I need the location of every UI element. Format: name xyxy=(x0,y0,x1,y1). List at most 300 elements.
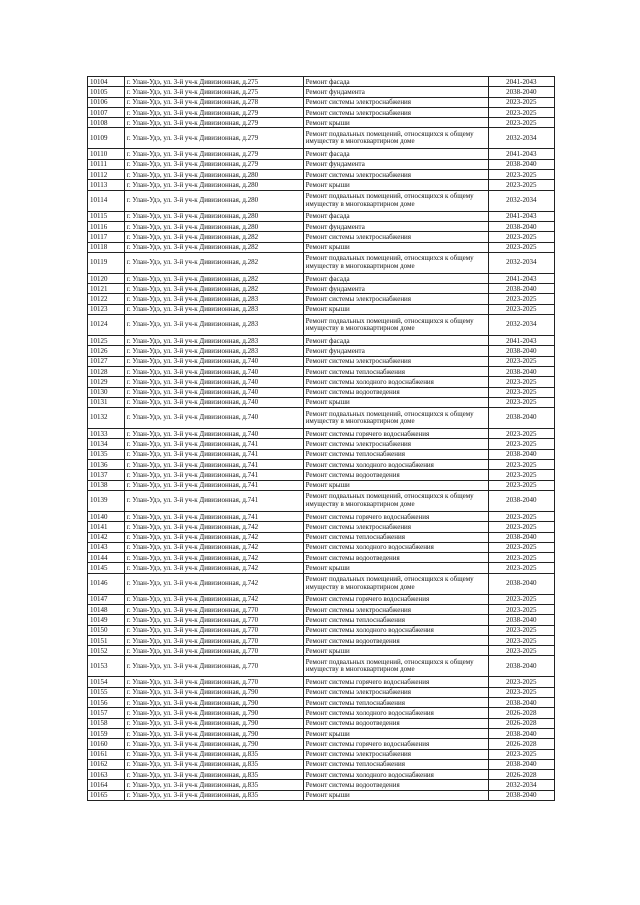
period-cell: 2038-2040 xyxy=(488,532,554,542)
row-number: 10139 xyxy=(88,490,125,511)
table-row xyxy=(88,387,555,397)
address-cell: г. Улан-Удэ, ул. 3-й уч-к Дивизионная, д.283 xyxy=(124,315,303,336)
period-cell: 2023-2025 xyxy=(488,522,554,532)
row-number: 10116 xyxy=(88,221,125,231)
work-type-cell: Ремонт системы электроснабжения xyxy=(303,749,488,759)
period-cell: 2023-2025 xyxy=(488,387,554,397)
address-cell: г. Улан-Удэ, ул. 3-й уч-к Дивизионная, д.740 xyxy=(124,408,303,429)
table-row xyxy=(88,87,555,97)
row-number: 10126 xyxy=(88,346,125,356)
work-type-cell: Ремонт фундамента xyxy=(303,87,488,97)
table-row xyxy=(88,304,555,314)
period-cell: 2023-2025 xyxy=(488,232,554,242)
table-row xyxy=(88,687,555,697)
row-number: 10107 xyxy=(88,107,125,117)
work-type-cell: Ремонт системы электроснабжения xyxy=(303,97,488,107)
table-row xyxy=(88,221,555,231)
row-number: 10131 xyxy=(88,397,125,407)
row-number: 10106 xyxy=(88,97,125,107)
table-row xyxy=(88,284,555,294)
row-number: 10115 xyxy=(88,211,125,221)
table-row xyxy=(88,159,555,169)
address-cell: г. Улан-Удэ, ул. 3-й уч-к Дивизионная, д.279 xyxy=(124,107,303,117)
address-cell: г. Улан-Удэ, ул. 3-й уч-к Дивизионная, д.275 xyxy=(124,77,303,87)
table-row xyxy=(88,356,555,366)
address-cell: г. Улан-Удэ, ул. 3-й уч-к Дивизионная, д.740 xyxy=(124,356,303,366)
address-cell: г. Улан-Удэ, ул. 3-й уч-к Дивизионная, д.282 xyxy=(124,284,303,294)
period-cell: 2038-2040 xyxy=(488,490,554,511)
address-cell: г. Улан-Удэ, ул. 3-й уч-к Дивизионная, д.280 xyxy=(124,190,303,211)
row-number: 10147 xyxy=(88,594,125,604)
period-cell: 2023-2025 xyxy=(488,511,554,521)
work-type-cell: Ремонт системы теплоснабжения xyxy=(303,366,488,376)
period-cell: 2023-2025 xyxy=(488,429,554,439)
row-number: 10130 xyxy=(88,387,125,397)
work-type-cell: Ремонт системы электроснабжения xyxy=(303,107,488,117)
work-type-cell: Ремонт системы электроснабжения xyxy=(303,356,488,366)
work-type-cell: Ремонт системы холодного водоснабжения xyxy=(303,377,488,387)
row-number: 10159 xyxy=(88,728,125,738)
row-number: 10142 xyxy=(88,532,125,542)
period-cell: 2023-2025 xyxy=(488,118,554,128)
address-cell: г. Улан-Удэ, ул. 3-й уч-к Дивизионная, д.835 xyxy=(124,749,303,759)
period-cell: 2032-2034 xyxy=(488,252,554,273)
work-type-cell: Ремонт системы водоотведения xyxy=(303,635,488,645)
work-type-cell: Ремонт крыши xyxy=(303,304,488,314)
period-cell: 2041-2043 xyxy=(488,273,554,283)
work-type-cell: Ремонт подвальных помещений, относящихся к общему имуществу в многоквартирном доме xyxy=(303,190,488,211)
work-type-cell: Ремонт системы водоотведения xyxy=(303,387,488,397)
work-type-cell: Ремонт подвальных помещений, относящихся к общему имуществу в многоквартирном доме xyxy=(303,573,488,594)
row-number: 10113 xyxy=(88,180,125,190)
row-number: 10155 xyxy=(88,687,125,697)
table-row xyxy=(88,77,555,87)
period-cell: 2032-2034 xyxy=(488,315,554,336)
work-type-cell: Ремонт системы горячего водоснабжения xyxy=(303,594,488,604)
address-cell: г. Улан-Удэ, ул. 3-й уч-к Дивизионная, д.283 xyxy=(124,336,303,346)
row-number: 10125 xyxy=(88,336,125,346)
address-cell: г. Улан-Удэ, ул. 3-й уч-к Дивизионная, д.275 xyxy=(124,87,303,97)
row-number: 10165 xyxy=(88,790,125,800)
address-cell: г. Улан-Удэ, ул. 3-й уч-к Дивизионная, д.790 xyxy=(124,718,303,728)
period-cell: 2038-2040 xyxy=(488,573,554,594)
address-cell: г. Улан-Удэ, ул. 3-й уч-к Дивизионная, д.770 xyxy=(124,625,303,635)
period-cell: 2026-2028 xyxy=(488,718,554,728)
table-row xyxy=(88,656,555,677)
table-row xyxy=(88,470,555,480)
address-cell: г. Улан-Удэ, ул. 3-й уч-к Дивизионная, д.790 xyxy=(124,739,303,749)
table-row xyxy=(88,273,555,283)
work-type-cell: Ремонт крыши xyxy=(303,397,488,407)
work-type-cell: Ремонт подвальных помещений, относящихся к общему имуществу в многоквартирном доме xyxy=(303,315,488,336)
row-number: 10128 xyxy=(88,366,125,376)
table-row xyxy=(88,511,555,521)
work-type-cell: Ремонт системы теплоснабжения xyxy=(303,615,488,625)
work-type-cell: Ремонт системы холодного водоснабжения xyxy=(303,708,488,718)
work-type-cell: Ремонт системы горячего водоснабжения xyxy=(303,677,488,687)
row-number: 10124 xyxy=(88,315,125,336)
table-row xyxy=(88,97,555,107)
table-row xyxy=(88,180,555,190)
period-cell: 2026-2028 xyxy=(488,708,554,718)
row-number: 10127 xyxy=(88,356,125,366)
table-row xyxy=(88,635,555,645)
period-cell: 2023-2025 xyxy=(488,677,554,687)
period-cell: 2026-2028 xyxy=(488,739,554,749)
address-cell: г. Улан-Удэ, ул. 3-й уч-к Дивизионная, д.283 xyxy=(124,304,303,314)
table-row xyxy=(88,377,555,387)
period-cell: 2032-2034 xyxy=(488,190,554,211)
period-cell: 2032-2034 xyxy=(488,780,554,790)
address-cell: г. Улан-Удэ, ул. 3-й уч-к Дивизионная, д.282 xyxy=(124,242,303,252)
period-cell: 2023-2025 xyxy=(488,625,554,635)
row-number: 10148 xyxy=(88,604,125,614)
address-cell: г. Улан-Удэ, ул. 3-й уч-к Дивизионная, д.280 xyxy=(124,211,303,221)
work-type-cell: Ремонт системы электроснабжения xyxy=(303,232,488,242)
row-number: 10143 xyxy=(88,542,125,552)
table-row xyxy=(88,604,555,614)
table-row xyxy=(88,211,555,221)
period-cell: 2023-2025 xyxy=(488,594,554,604)
table-body xyxy=(88,77,555,801)
address-cell: г. Улан-Удэ, ул. 3-й уч-к Дивизионная, д.835 xyxy=(124,780,303,790)
period-cell: 2023-2025 xyxy=(488,356,554,366)
address-cell: г. Улан-Удэ, ул. 3-й уч-к Дивизионная, д.790 xyxy=(124,698,303,708)
address-cell: г. Улан-Удэ, ул. 3-й уч-к Дивизионная, д.280 xyxy=(124,221,303,231)
row-number: 10112 xyxy=(88,170,125,180)
work-type-cell: Ремонт фасада xyxy=(303,149,488,159)
row-number: 10119 xyxy=(88,252,125,273)
address-cell: г. Улан-Удэ, ул. 3-й уч-к Дивизионная, д.283 xyxy=(124,294,303,304)
period-cell: 2038-2040 xyxy=(488,615,554,625)
row-number: 10137 xyxy=(88,470,125,480)
period-cell: 2038-2040 xyxy=(488,87,554,97)
work-type-cell: Ремонт системы электроснабжения xyxy=(303,170,488,180)
work-type-cell: Ремонт подвальных помещений, относящихся к общему имуществу в многоквартирном доме xyxy=(303,656,488,677)
work-type-cell: Ремонт фасада xyxy=(303,336,488,346)
row-number: 10110 xyxy=(88,149,125,159)
period-cell: 2023-2025 xyxy=(488,439,554,449)
work-type-cell: Ремонт системы теплоснабжения xyxy=(303,449,488,459)
row-number: 10154 xyxy=(88,677,125,687)
table-row xyxy=(88,315,555,336)
work-type-cell: Ремонт системы водоотведения xyxy=(303,780,488,790)
row-number: 10156 xyxy=(88,698,125,708)
row-number: 10150 xyxy=(88,625,125,635)
table-row xyxy=(88,480,555,490)
work-type-cell: Ремонт крыши xyxy=(303,646,488,656)
address-cell: г. Улан-Удэ, ул. 3-й уч-к Дивизионная, д.740 xyxy=(124,377,303,387)
row-number: 10136 xyxy=(88,460,125,470)
table-row xyxy=(88,232,555,242)
row-number: 10162 xyxy=(88,759,125,769)
period-cell: 2023-2025 xyxy=(488,480,554,490)
table-row xyxy=(88,553,555,563)
repair-schedule-table xyxy=(87,76,555,801)
table-row xyxy=(88,532,555,542)
row-number: 10135 xyxy=(88,449,125,459)
period-cell: 2038-2040 xyxy=(488,759,554,769)
row-number: 10109 xyxy=(88,128,125,149)
row-number: 10132 xyxy=(88,408,125,429)
table-row xyxy=(88,460,555,470)
period-cell: 2038-2040 xyxy=(488,728,554,738)
work-type-cell: Ремонт фундамента xyxy=(303,159,488,169)
address-cell: г. Улан-Удэ, ул. 3-й уч-к Дивизионная, д.835 xyxy=(124,770,303,780)
address-cell: г. Улан-Удэ, ул. 3-й уч-к Дивизионная, д.742 xyxy=(124,594,303,604)
table-row xyxy=(88,780,555,790)
work-type-cell: Ремонт системы электроснабжения xyxy=(303,604,488,614)
address-cell: г. Улан-Удэ, ул. 3-й уч-к Дивизионная, д.741 xyxy=(124,460,303,470)
row-number: 10158 xyxy=(88,718,125,728)
address-cell: г. Улан-Удэ, ул. 3-й уч-к Дивизионная, д.741 xyxy=(124,490,303,511)
row-number: 10164 xyxy=(88,780,125,790)
period-cell: 2041-2043 xyxy=(488,211,554,221)
row-number: 10149 xyxy=(88,615,125,625)
period-cell: 2023-2025 xyxy=(488,180,554,190)
table-row xyxy=(88,563,555,573)
work-type-cell: Ремонт системы холодного водоснабжения xyxy=(303,460,488,470)
period-cell: 2023-2025 xyxy=(488,242,554,252)
work-type-cell: Ремонт крыши xyxy=(303,790,488,800)
period-cell: 2023-2025 xyxy=(488,687,554,697)
address-cell: г. Улан-Удэ, ул. 3-й уч-к Дивизионная, д.279 xyxy=(124,159,303,169)
period-cell: 2023-2025 xyxy=(488,646,554,656)
work-type-cell: Ремонт подвальных помещений, относящихся к общему имуществу в многоквартирном доме xyxy=(303,252,488,273)
address-cell: г. Улан-Удэ, ул. 3-й уч-к Дивизионная, д.742 xyxy=(124,553,303,563)
table-row xyxy=(88,408,555,429)
address-cell: г. Улан-Удэ, ул. 3-й уч-к Дивизионная, д.742 xyxy=(124,532,303,542)
address-cell: г. Улан-Удэ, ул. 3-й уч-к Дивизионная, д.282 xyxy=(124,273,303,283)
table-row xyxy=(88,594,555,604)
table-row xyxy=(88,770,555,780)
work-type-cell: Ремонт системы электроснабжения xyxy=(303,687,488,697)
work-type-cell: Ремонт крыши xyxy=(303,563,488,573)
address-cell: г. Улан-Удэ, ул. 3-й уч-к Дивизионная, д.283 xyxy=(124,346,303,356)
period-cell: 2038-2040 xyxy=(488,408,554,429)
table-row xyxy=(88,708,555,718)
period-cell: 2038-2040 xyxy=(488,159,554,169)
address-cell: г. Улан-Удэ, ул. 3-й уч-к Дивизионная, д.740 xyxy=(124,397,303,407)
address-cell: г. Улан-Удэ, ул. 3-й уч-к Дивизионная, д.741 xyxy=(124,470,303,480)
work-type-cell: Ремонт системы водоотведения xyxy=(303,470,488,480)
row-number: 10105 xyxy=(88,87,125,97)
table-row xyxy=(88,346,555,356)
address-cell: г. Улан-Удэ, ул. 3-й уч-к Дивизионная, д.278 xyxy=(124,97,303,107)
work-type-cell: Ремонт системы горячего водоснабжения xyxy=(303,429,488,439)
period-cell: 2023-2025 xyxy=(488,377,554,387)
row-number: 10120 xyxy=(88,273,125,283)
table-row xyxy=(88,107,555,117)
period-cell: 2023-2025 xyxy=(488,304,554,314)
work-type-cell: Ремонт системы холодного водоснабжения xyxy=(303,770,488,780)
address-cell: г. Улан-Удэ, ул. 3-й уч-к Дивизионная, д.742 xyxy=(124,522,303,532)
period-cell: 2038-2040 xyxy=(488,656,554,677)
period-cell: 2023-2025 xyxy=(488,294,554,304)
period-cell: 2038-2040 xyxy=(488,790,554,800)
table-row xyxy=(88,429,555,439)
table-row xyxy=(88,749,555,759)
period-cell: 2026-2028 xyxy=(488,770,554,780)
address-cell: г. Улан-Удэ, ул. 3-й уч-к Дивизионная, д.835 xyxy=(124,759,303,769)
address-cell: г. Улан-Удэ, ул. 3-й уч-к Дивизионная, д.741 xyxy=(124,439,303,449)
address-cell: г. Улан-Удэ, ул. 3-й уч-к Дивизионная, д.280 xyxy=(124,180,303,190)
address-cell: г. Улан-Удэ, ул. 3-й уч-к Дивизионная, д.279 xyxy=(124,118,303,128)
address-cell: г. Улан-Удэ, ул. 3-й уч-к Дивизионная, д.740 xyxy=(124,387,303,397)
table-row xyxy=(88,542,555,552)
period-cell: 2023-2025 xyxy=(488,97,554,107)
address-cell: г. Улан-Удэ, ул. 3-й уч-к Дивизионная, д.740 xyxy=(124,429,303,439)
table-row xyxy=(88,615,555,625)
work-type-cell: Ремонт фасада xyxy=(303,77,488,87)
address-cell: г. Улан-Удэ, ул. 3-й уч-к Дивизионная, д.790 xyxy=(124,708,303,718)
table-row xyxy=(88,718,555,728)
work-type-cell: Ремонт крыши xyxy=(303,118,488,128)
address-cell: г. Улан-Удэ, ул. 3-й уч-к Дивизионная, д.740 xyxy=(124,366,303,376)
row-number: 10138 xyxy=(88,480,125,490)
table-row xyxy=(88,646,555,656)
work-type-cell: Ремонт системы водоотведения xyxy=(303,553,488,563)
work-type-cell: Ремонт фундамента xyxy=(303,221,488,231)
address-cell: г. Улан-Удэ, ул. 3-й уч-к Дивизионная, д.835 xyxy=(124,790,303,800)
period-cell: 2023-2025 xyxy=(488,635,554,645)
table-row xyxy=(88,759,555,769)
work-type-cell: Ремонт фундамента xyxy=(303,346,488,356)
period-cell: 2041-2043 xyxy=(488,77,554,87)
period-cell: 2023-2025 xyxy=(488,107,554,117)
address-cell: г. Улан-Удэ, ул. 3-й уч-к Дивизионная, д.279 xyxy=(124,128,303,149)
row-number: 10152 xyxy=(88,646,125,656)
address-cell: г. Улан-Удэ, ул. 3-й уч-к Дивизионная, д.282 xyxy=(124,232,303,242)
table-row xyxy=(88,128,555,149)
table-row xyxy=(88,625,555,635)
table-row xyxy=(88,397,555,407)
period-cell: 2041-2043 xyxy=(488,336,554,346)
table-row xyxy=(88,439,555,449)
work-type-cell: Ремонт подвальных помещений, относящихся к общему имуществу в многоквартирном доме xyxy=(303,128,488,149)
table-row xyxy=(88,118,555,128)
period-cell: 2023-2025 xyxy=(488,170,554,180)
period-cell: 2023-2025 xyxy=(488,604,554,614)
row-number: 10121 xyxy=(88,284,125,294)
work-type-cell: Ремонт крыши xyxy=(303,480,488,490)
work-type-cell: Ремонт системы электроснабжения xyxy=(303,439,488,449)
work-type-cell: Ремонт системы холодного водоснабжения xyxy=(303,625,488,635)
row-number: 10157 xyxy=(88,708,125,718)
period-cell: 2032-2034 xyxy=(488,128,554,149)
row-number: 10108 xyxy=(88,118,125,128)
row-number: 10114 xyxy=(88,190,125,211)
row-number: 10133 xyxy=(88,429,125,439)
address-cell: г. Улан-Удэ, ул. 3-й уч-к Дивизионная, д.282 xyxy=(124,252,303,273)
address-cell: г. Улан-Удэ, ул. 3-й уч-к Дивизионная, д.770 xyxy=(124,646,303,656)
table-row xyxy=(88,190,555,211)
work-type-cell: Ремонт подвальных помещений, относящихся к общему имуществу в многоквартирном доме xyxy=(303,490,488,511)
work-type-cell: Ремонт крыши xyxy=(303,180,488,190)
period-cell: 2038-2040 xyxy=(488,366,554,376)
row-number: 10129 xyxy=(88,377,125,387)
row-number: 10118 xyxy=(88,242,125,252)
work-type-cell: Ремонт системы холодного водоснабжения xyxy=(303,542,488,552)
table-row xyxy=(88,522,555,532)
row-number: 10153 xyxy=(88,656,125,677)
table-row xyxy=(88,336,555,346)
work-type-cell: Ремонт фасада xyxy=(303,273,488,283)
table-row xyxy=(88,728,555,738)
period-cell: 2038-2040 xyxy=(488,698,554,708)
work-type-cell: Ремонт системы горячего водоснабжения xyxy=(303,511,488,521)
table-row xyxy=(88,677,555,687)
period-cell: 2038-2040 xyxy=(488,221,554,231)
address-cell: г. Улан-Удэ, ул. 3-й уч-к Дивизионная, д.741 xyxy=(124,511,303,521)
work-type-cell: Ремонт фасада xyxy=(303,211,488,221)
table-row xyxy=(88,252,555,273)
work-type-cell: Ремонт системы электроснабжения xyxy=(303,522,488,532)
table-row xyxy=(88,366,555,376)
address-cell: г. Улан-Удэ, ул. 3-й уч-к Дивизионная, д.790 xyxy=(124,728,303,738)
row-number: 10111 xyxy=(88,159,125,169)
row-number: 10140 xyxy=(88,511,125,521)
table-row xyxy=(88,573,555,594)
row-number: 10145 xyxy=(88,563,125,573)
row-number: 10160 xyxy=(88,739,125,749)
row-number: 10151 xyxy=(88,635,125,645)
work-type-cell: Ремонт системы водоотведения xyxy=(303,718,488,728)
row-number: 10144 xyxy=(88,553,125,563)
table-row xyxy=(88,449,555,459)
period-cell: 2038-2040 xyxy=(488,284,554,294)
work-type-cell: Ремонт крыши xyxy=(303,242,488,252)
period-cell: 2038-2040 xyxy=(488,346,554,356)
address-cell: г. Улан-Удэ, ул. 3-й уч-к Дивизионная, д.741 xyxy=(124,480,303,490)
table-row xyxy=(88,698,555,708)
address-cell: г. Улан-Удэ, ул. 3-й уч-к Дивизионная, д.280 xyxy=(124,170,303,180)
address-cell: г. Улан-Удэ, ул. 3-й уч-к Дивизионная, д.742 xyxy=(124,542,303,552)
period-cell: 2023-2025 xyxy=(488,397,554,407)
address-cell: г. Улан-Удэ, ул. 3-й уч-к Дивизионная, д.770 xyxy=(124,677,303,687)
address-cell: г. Улан-Удэ, ул. 3-й уч-к Дивизионная, д.770 xyxy=(124,615,303,625)
period-cell: 2038-2040 xyxy=(488,449,554,459)
work-type-cell: Ремонт системы горячего водоснабжения xyxy=(303,739,488,749)
period-cell: 2023-2025 xyxy=(488,470,554,480)
period-cell: 2023-2025 xyxy=(488,542,554,552)
row-number: 10122 xyxy=(88,294,125,304)
table-row xyxy=(88,739,555,749)
table-row xyxy=(88,242,555,252)
table-row xyxy=(88,170,555,180)
table-row xyxy=(88,294,555,304)
address-cell: г. Улан-Удэ, ул. 3-й уч-к Дивизионная, д.741 xyxy=(124,449,303,459)
period-cell: 2023-2025 xyxy=(488,749,554,759)
period-cell: 2023-2025 xyxy=(488,553,554,563)
work-type-cell: Ремонт фундамента xyxy=(303,284,488,294)
address-cell: г. Улан-Удэ, ул. 3-й уч-к Дивизионная, д.770 xyxy=(124,656,303,677)
row-number: 10134 xyxy=(88,439,125,449)
address-cell: г. Улан-Удэ, ул. 3-й уч-к Дивизионная, д.770 xyxy=(124,604,303,614)
period-cell: 2023-2025 xyxy=(488,563,554,573)
table-row xyxy=(88,149,555,159)
table-row xyxy=(88,490,555,511)
row-number: 10104 xyxy=(88,77,125,87)
row-number: 10161 xyxy=(88,749,125,759)
row-number: 10141 xyxy=(88,522,125,532)
address-cell: г. Улан-Удэ, ул. 3-й уч-к Дивизионная, д.742 xyxy=(124,573,303,594)
period-cell: 2023-2025 xyxy=(488,460,554,470)
row-number: 10117 xyxy=(88,232,125,242)
work-type-cell: Ремонт системы теплоснабжения xyxy=(303,759,488,769)
address-cell: г. Улан-Удэ, ул. 3-й уч-к Дивизионная, д.279 xyxy=(124,149,303,159)
period-cell: 2041-2043 xyxy=(488,149,554,159)
